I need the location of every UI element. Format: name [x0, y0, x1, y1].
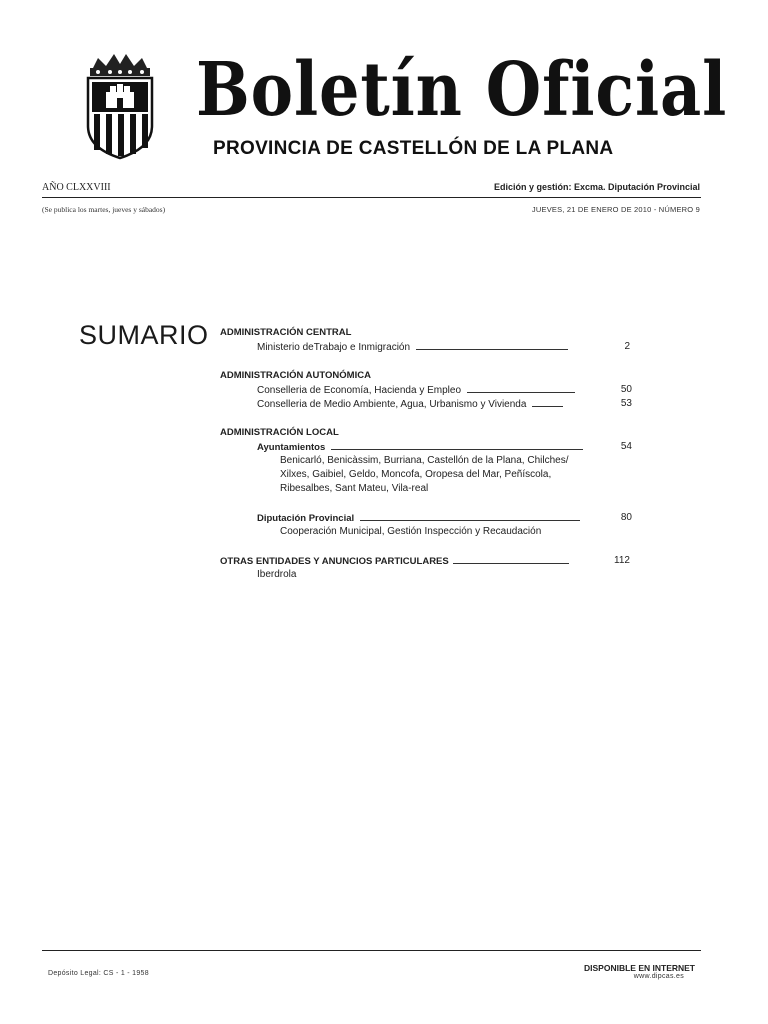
- section-title: OTRAS ENTIDADES Y ANUNCIOS PARTICULARES: [220, 556, 449, 567]
- leader-line: [331, 440, 583, 450]
- toc-entry[interactable]: [220, 397, 640, 411]
- town-list-line: Ribesalbes, Sant Mateu, Vila-real: [280, 483, 429, 494]
- page-number: 53: [620, 398, 632, 409]
- toc-entry[interactable]: [220, 383, 640, 397]
- internet-availability: DISPONIBLE EN INTERNET: [584, 963, 695, 973]
- toc-entry[interactable]: Iberdrola: [257, 569, 297, 580]
- leader-line: [360, 511, 580, 521]
- province-name: PROVINCIA DE CASTELLÓN DE LA PLANA: [213, 138, 614, 159]
- toc-entry-label: Conselleria de Medio Ambiente, Agua, Urbanismo y Vivienda: [257, 399, 527, 410]
- coat-of-arms-icon: [84, 48, 156, 160]
- leader-line: [453, 554, 569, 564]
- page-number: 2: [624, 341, 630, 352]
- toc-entry-diputacion[interactable]: [220, 511, 640, 525]
- section-title: ADMINISTRACIÓN AUTONÓMICA: [220, 370, 371, 381]
- summary-heading: SUMARIO: [79, 320, 209, 350]
- town-list-line: Benicarló, Benicàssim, Burriana, Castellón de la Plana, Chilches/: [280, 455, 569, 466]
- toc-entry-ayuntamientos[interactable]: [220, 440, 640, 454]
- section-title: ADMINISTRACIÓN LOCAL: [220, 427, 339, 438]
- publication-year: AÑO CLXXVIII: [42, 182, 111, 193]
- page-number: 80: [620, 512, 632, 523]
- edition-credit: Edición y gestión: Excma. Diputación Provincial: [493, 182, 700, 192]
- page-number: 112: [614, 555, 630, 566]
- issue-dateline: JUEVES, 21 DE ENERO DE 2010 - NÚMERO 9: [531, 205, 700, 214]
- footer-divider: [42, 950, 701, 951]
- website-link[interactable]: www.dipcas.es: [633, 973, 684, 980]
- masthead-title: Boletín Oficial: [196, 47, 728, 133]
- table-of-contents: [220, 326, 640, 582]
- toc-entry-otras[interactable]: [220, 554, 640, 568]
- page-number: 50: [620, 384, 632, 395]
- leader-line: [532, 397, 563, 407]
- publication-schedule: (Se publica los martes, jueves y sábados): [42, 205, 166, 214]
- leader-line: [416, 340, 568, 350]
- town-list-line: Xilxes, Gaibiel, Geldo, Moncofa, Oropesa del Mar, Peñíscola,: [280, 469, 552, 480]
- leader-line: [467, 383, 575, 393]
- toc-entry-label: Conselleria de Economía, Hacienda y Empleo: [257, 385, 461, 396]
- legal-deposit: Depósito Legal: CS - 1 - 1958: [48, 970, 149, 977]
- toc-entry-label: Ayuntamientos: [257, 442, 326, 453]
- section-title: ADMINISTRACIÓN CENTRAL: [220, 327, 352, 338]
- page-number: 54: [620, 441, 632, 452]
- toc-entry-label: Diputación Provincial: [257, 513, 355, 524]
- toc-entry-detail: Cooperación Municipal, Gestión Inspección y Recaudación: [280, 526, 542, 537]
- header-divider: [42, 197, 701, 198]
- toc-entry-label: Ministerio deTrabajo e Inmigración: [257, 342, 411, 353]
- toc-entry[interactable]: [220, 340, 640, 354]
